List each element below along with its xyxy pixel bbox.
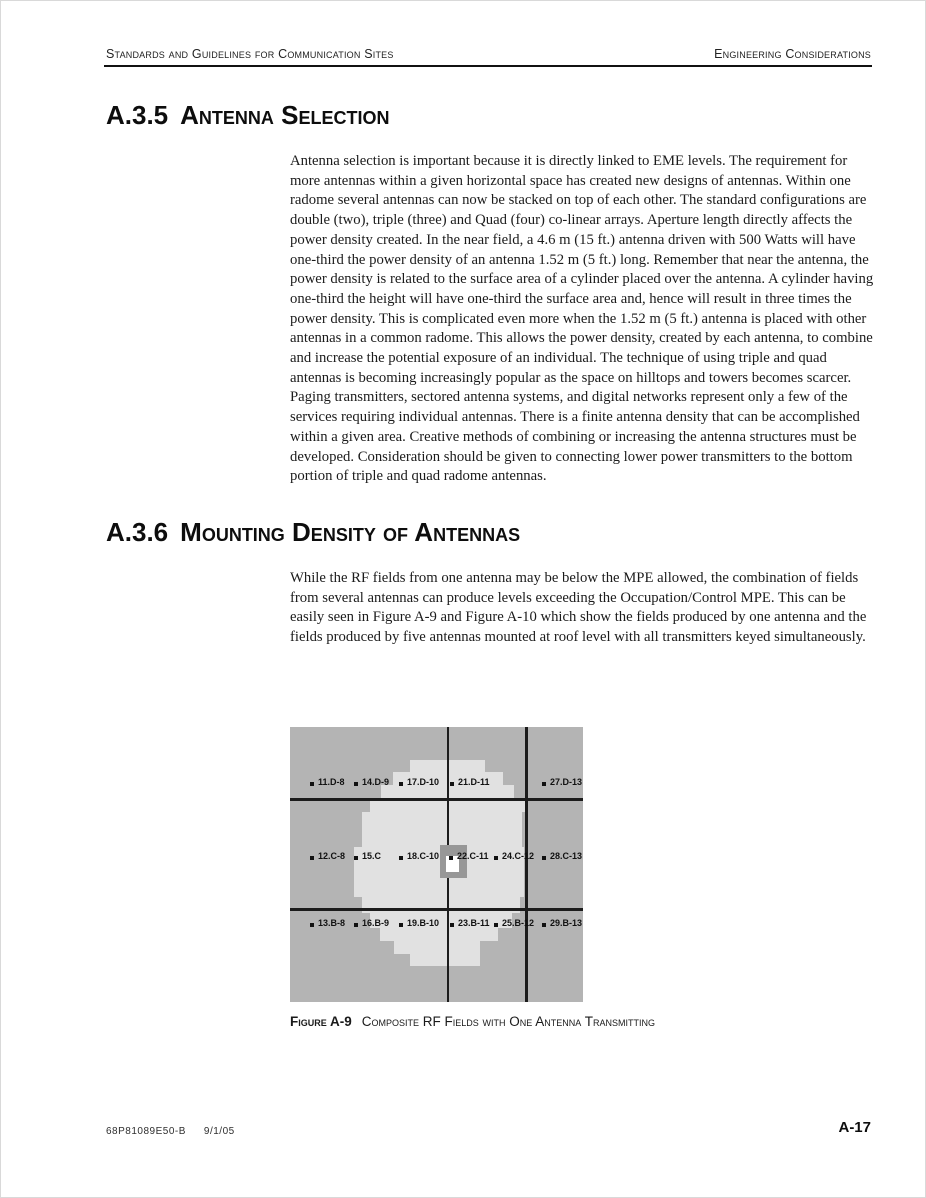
measurement-point-marker bbox=[542, 782, 546, 786]
measurement-label-text: 19.B-10 bbox=[407, 918, 440, 928]
field-measurement-label bbox=[542, 918, 582, 929]
field-measurement-label bbox=[399, 777, 439, 788]
measurement-label-text: 16.B-9 bbox=[362, 918, 390, 928]
section-title: Mounting Density of Antennas bbox=[180, 517, 521, 547]
measurement-point-marker bbox=[542, 856, 546, 860]
figure-a9 bbox=[290, 727, 583, 1002]
section-heading-a35 bbox=[106, 100, 390, 131]
grid-vertical-line-2 bbox=[525, 727, 528, 1002]
measurement-label-text: 12.C-8 bbox=[318, 851, 346, 861]
measurement-label-text: 23.B-11 bbox=[458, 918, 490, 928]
measurement-point-marker bbox=[450, 923, 454, 927]
field-measurement-label bbox=[354, 851, 381, 862]
measurement-label-text: 29.B-13 bbox=[550, 918, 583, 928]
field-measurement-label bbox=[310, 918, 345, 929]
measurement-point-marker bbox=[494, 856, 498, 860]
field-measurement-label bbox=[354, 777, 389, 788]
grid-horizontal-line-2 bbox=[290, 908, 583, 911]
measurement-label-text: 22.C-11 bbox=[457, 851, 489, 861]
footer-doc-info bbox=[106, 1126, 235, 1137]
field-measurement-label bbox=[399, 851, 439, 862]
measurement-label-text: 21.D-11 bbox=[458, 777, 490, 787]
measurement-point-marker bbox=[542, 923, 546, 927]
measurement-point-marker bbox=[399, 923, 403, 927]
section-body-a36: While the RF fields from one antenna may be below the MPE allowed, the combination of fields from several antennas can produce levels exceeding the Occupation/Control MPE. This can be easily seen in Figure A-9 and Figure A-10 which show the fields produced by one antenna and the fields produced by five antennas mounted at roof level with all transmitters keyed simultaneously. bbox=[290, 570, 867, 646]
grid-horizontal-line-1 bbox=[290, 798, 583, 801]
field-measurement-label bbox=[310, 777, 345, 788]
section-number: A.3.5 bbox=[106, 100, 169, 130]
measurement-point-marker bbox=[449, 856, 453, 860]
field-measurement-label bbox=[399, 918, 439, 929]
footer-doc-number: 68P81089E50-B bbox=[106, 1126, 186, 1137]
measurement-point-marker bbox=[399, 782, 403, 786]
measurement-label-text: 28.C-13 bbox=[550, 851, 583, 861]
measurement-point-marker bbox=[399, 856, 403, 860]
measurement-label-text: 17.D-10 bbox=[407, 777, 440, 787]
figure-caption-label: Figure A-9 bbox=[290, 1014, 352, 1029]
field-measurement-label bbox=[449, 851, 489, 862]
measurement-point-marker bbox=[310, 782, 314, 786]
footer-date: 9/1/05 bbox=[203, 1126, 235, 1137]
measurement-label-text: 18.C-10 bbox=[407, 851, 440, 861]
footer-page-number: A-17 bbox=[838, 1119, 871, 1136]
section-number: A.3.6 bbox=[106, 517, 169, 547]
field-measurement-label bbox=[542, 777, 582, 788]
figure-caption bbox=[290, 1014, 655, 1029]
running-header bbox=[106, 47, 871, 61]
section-title: Antenna Selection bbox=[180, 100, 390, 130]
field-measurement-label bbox=[310, 851, 345, 862]
measurement-label-text: 27.D-13 bbox=[550, 777, 583, 787]
header-left-title: Standards and Guidelines for Communication Sites bbox=[106, 47, 394, 61]
header-right-title: Engineering Considerations bbox=[714, 47, 871, 61]
measurement-point-marker bbox=[310, 856, 314, 860]
section-body-a35: Antenna selection is important because it is directly linked to EME levels. The requirement for more antennas within a given horizontal space has created new designs of antennas. Within one radome several antennas can now be stacked on top of each other. The standard configurations are double (two), triple (three) and Quad (four) co-linear arrays. Aperture length directly affects the power density created. In the near field, a 4.6 m (15 ft.) antenna driven with 500 Watts will have one-third the power density of an antenna 1.52 m (5 ft.) long. Remember that near the antenna, the power density is related to the surface area of a cylinder placed over the antenna. A cylinder having one-third the height will have one-third the surface area and, hence will result in three times the power density. This is complicated even more when the 1.52 m (5 ft.) antenna is placed with other antennas in a common radome. This allows the power density, created by each antenna, to combine and increase the potential exposure of an individual. The technique of using triple and quad antennas is becoming increasingly popular as the space on hilltops and towers becomes scarcer. Paging transmitters, sectored antenna systems, and digital networks represent only a few of the services requiring individual antennas. There is a finite antenna density that can be accomplished within a given area. Creative methods of combining or increasing the antenna structures must be developed. Consideration should be given to connecting lower power transmitters to the bottom portion of triple and quad radome antennas. bbox=[290, 153, 874, 485]
header-rule bbox=[104, 65, 872, 67]
measurement-label-text: 24.C-12 bbox=[502, 851, 535, 861]
field-measurement-label bbox=[450, 918, 490, 929]
measurement-label-text: 25.B-12 bbox=[502, 918, 535, 928]
field-measurement-label bbox=[354, 918, 389, 929]
measurement-label-text: 11.D-8 bbox=[318, 777, 345, 787]
measurement-point-marker bbox=[354, 782, 358, 786]
field-measurement-label bbox=[542, 851, 582, 862]
section-heading-a36 bbox=[106, 517, 520, 548]
field-measurement-label bbox=[494, 851, 534, 862]
measurement-label-text: 15.C bbox=[362, 851, 382, 861]
measurement-point-marker bbox=[354, 856, 358, 860]
measurement-label-text: 14.D-9 bbox=[362, 777, 390, 787]
measurement-point-marker bbox=[310, 923, 314, 927]
measurement-point-marker bbox=[354, 923, 358, 927]
measurement-point-marker bbox=[450, 782, 454, 786]
field-measurement-label bbox=[494, 918, 534, 929]
field-measurement-label bbox=[450, 777, 490, 788]
measurement-point-marker bbox=[494, 923, 498, 927]
measurement-label-text: 13.B-8 bbox=[318, 918, 346, 928]
figure-caption-text: Composite RF Fields with One Antenna Transmitting bbox=[361, 1014, 656, 1029]
